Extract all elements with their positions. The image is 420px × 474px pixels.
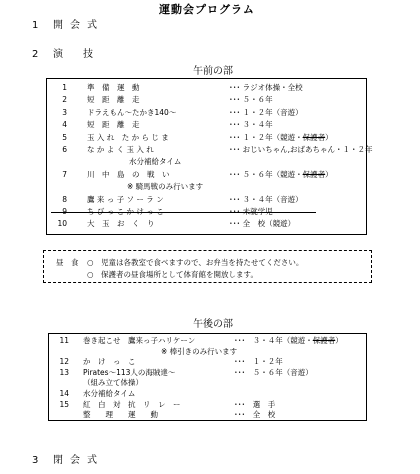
- afternoon-item-row: [49, 377, 366, 388]
- item-name: 川 中 島 の 戦 い: [87, 169, 170, 179]
- item-participants: [229, 132, 333, 143]
- item-number: 13: [59, 367, 69, 377]
- morning-item-row: [47, 181, 366, 192]
- participants-text: ･･･ ３・４年: [229, 120, 273, 130]
- item-number: 12: [59, 357, 69, 367]
- item-participants: [229, 94, 273, 105]
- item-number: 11: [59, 336, 69, 345]
- item-name: 水分補給タイム: [129, 157, 182, 167]
- afternoon-item-row: [49, 356, 366, 367]
- morning-heading: 午前の部: [193, 66, 233, 77]
- item-name: か け っ こ: [83, 357, 136, 367]
- participants-end: ）: [325, 169, 333, 179]
- participants-end: ）: [335, 336, 343, 345]
- participants-text: ･･･ 全 校（競遊）: [229, 219, 296, 229]
- morning-item-row: [47, 107, 366, 118]
- participants-end: ）: [325, 132, 333, 142]
- item-name: 鷹 来 っ 子 ソ ー ラ ン: [87, 194, 164, 204]
- participants-text: ･･･ 選 手: [234, 399, 276, 409]
- item-name: ドラえもん～たかき140～: [87, 107, 177, 117]
- participants-text: ･･･ ３・４年（音遊）: [229, 194, 303, 204]
- item-name: （組み立て体操）: [83, 378, 143, 388]
- item-number: 6: [62, 145, 67, 154]
- morning-item-row: [47, 82, 366, 93]
- item-number: 14: [59, 389, 69, 398]
- item-name: 大 玉 お く り: [87, 219, 155, 229]
- item-participants: [234, 409, 275, 420]
- item-number: 3: [62, 107, 67, 117]
- participants-text: ･･･ １・２年（競遊・: [229, 132, 303, 142]
- item-number: 1: [62, 83, 67, 92]
- item-number: 2: [62, 95, 67, 105]
- morning-item-row: [47, 218, 366, 229]
- item-participants: [229, 107, 303, 118]
- item-name: Pirates～113人の海賊達～: [83, 367, 176, 377]
- item-participants: [234, 399, 275, 410]
- participants-text: ･･･ ５・６年（競遊・: [229, 169, 303, 179]
- participants-struck: 保護者: [302, 132, 326, 142]
- morning-program-box: [46, 78, 373, 235]
- item-participants: [229, 144, 373, 155]
- participants-struck: 保護者: [312, 336, 336, 345]
- morning-item-row: [47, 94, 366, 105]
- participants-text: ･･･ １・２年: [234, 357, 283, 367]
- afternoon-heading: 午後の部: [193, 319, 233, 330]
- section-number-3: 3: [32, 455, 46, 466]
- item-participants: [229, 82, 303, 93]
- item-name: 整 理 運 動: [83, 410, 158, 420]
- item-name: 水分補給タイム: [83, 389, 136, 398]
- item-number: 4: [62, 120, 67, 130]
- morning-item-row: [47, 132, 366, 143]
- item-name: 紅 白 対 抗 リ レ ー: [83, 399, 181, 409]
- item-participants: [229, 169, 333, 180]
- afternoon-item-row: [49, 409, 366, 420]
- afternoon-item-row: [49, 335, 366, 346]
- item-name: ※ 棒引きのみ行います: [161, 346, 238, 356]
- item-number: 8: [62, 194, 67, 204]
- item-name: 玉 入 れ た か ら じ ま: [87, 132, 169, 142]
- item-number: 10: [57, 219, 67, 229]
- item-name: 短 距 離 走: [87, 95, 140, 105]
- item-participants: [229, 218, 295, 229]
- lunch-label: 昼 食: [56, 258, 79, 267]
- lunch-note-2: ○ 保護者の昼食場所として体育館を開放します。: [87, 270, 258, 279]
- section-label-opening: 開会式: [53, 20, 104, 31]
- item-participants: [229, 194, 303, 205]
- afternoon-item-row: [49, 388, 366, 399]
- afternoon-item-row: [49, 399, 366, 410]
- item-name: な か よ く 玉 入 れ: [87, 145, 154, 154]
- item-number: 5: [62, 132, 67, 142]
- morning-item-row: [47, 144, 373, 155]
- lunch-note-1: ○ 児童は各教室で食べますので、お弁当を持たせてください。: [87, 258, 304, 267]
- item-name: ※ 騎馬戦のみ行います: [127, 182, 204, 192]
- morning-item-row: [47, 206, 366, 217]
- page-title: 運動会プログラム: [159, 3, 255, 16]
- item-number: 7: [62, 169, 67, 179]
- item-name: 短 距 離 走: [87, 120, 140, 130]
- morning-item-row: [47, 169, 366, 180]
- afternoon-item-row: [49, 367, 366, 378]
- item-name: 巻き起こせ 鷹来っ子ハリケーン: [83, 336, 196, 345]
- section-number-1: 1: [32, 20, 46, 31]
- participants-text: ･･･ ラジオ体操・全校: [229, 83, 303, 92]
- participants-text: ･･･ ５・６年: [229, 95, 273, 105]
- item-participants: [234, 356, 283, 367]
- item-number: 15: [59, 399, 69, 409]
- item-name: 準 備 運 動: [87, 83, 140, 92]
- item-participants: [229, 119, 273, 130]
- lunch-notice-box: [43, 250, 372, 283]
- section-number-2: 2: [32, 49, 46, 60]
- participants-text: ･･･ ５・６年（音遊）: [234, 367, 313, 377]
- participants-text: ･･･ １・２年（音遊）: [229, 107, 303, 117]
- afternoon-item-row: [49, 346, 366, 357]
- participants-text: ･･･ 全 校: [234, 410, 276, 420]
- afternoon-program-box: [48, 333, 367, 421]
- item-participants: [234, 367, 313, 378]
- section-label-closing: 閉会式: [53, 455, 104, 466]
- morning-item-row: [47, 156, 366, 167]
- section-label-performance: 演技: [53, 49, 113, 60]
- participants-text: ･･･ おじいちゃん,おばあちゃん・１・２年: [229, 145, 373, 154]
- strikethrough-line: [51, 212, 316, 213]
- item-participants: [234, 335, 343, 346]
- morning-item-row: [47, 194, 366, 205]
- participants-text: ･･･ ３・４年（競遊・: [234, 336, 313, 345]
- morning-item-row: [47, 119, 366, 130]
- participants-struck: 保護者: [302, 169, 326, 179]
